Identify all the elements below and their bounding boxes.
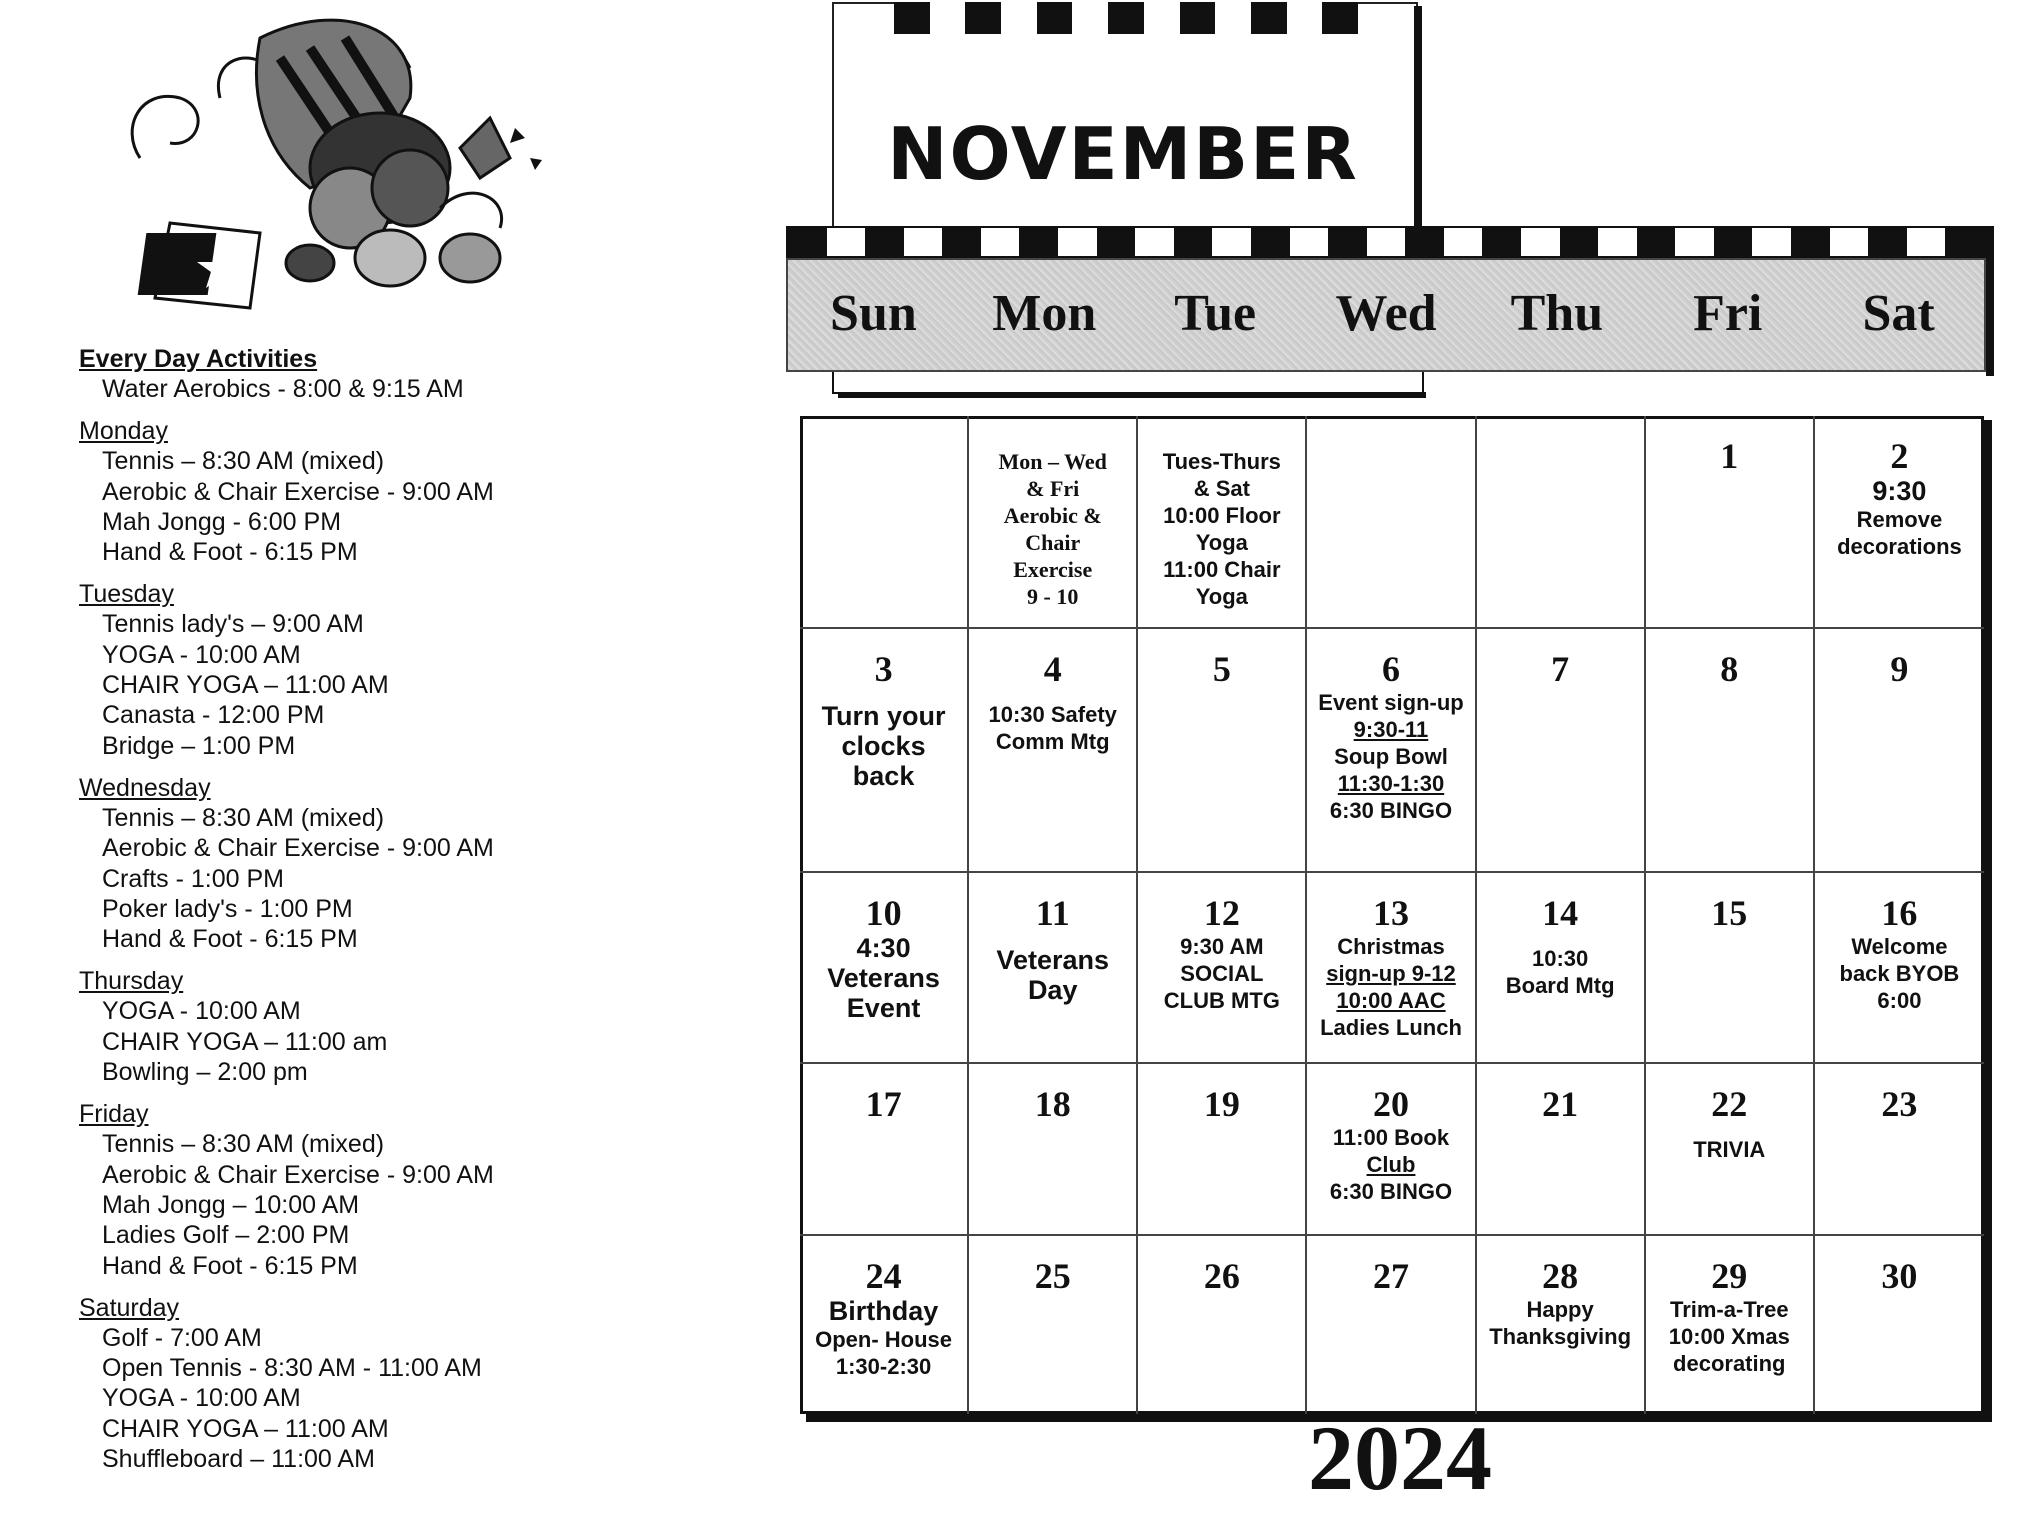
event-text: & Fri [1026, 476, 1080, 501]
grid-shadow-right [1984, 420, 1992, 1418]
activity-item: Aerobic & Chair Exercise - 9:00 AM [102, 834, 494, 863]
activity-item: CHAIR YOGA – 11:00 AM [102, 671, 389, 700]
checker-square [1322, 2, 1358, 34]
day-number: 19 [1203, 1084, 1240, 1124]
header-under-band [832, 372, 1424, 394]
calendar-day-cell [1138, 416, 1307, 629]
event-text: CLUB MTG [1163, 988, 1280, 1013]
event-text: 6:30 BINGO [1329, 798, 1453, 823]
event-text: Ladies Lunch [1320, 1015, 1462, 1040]
activity-item: Tennis lady's – 9:00 AM [102, 610, 364, 639]
checker-square [1907, 228, 1946, 256]
title-card-shadow [1414, 6, 1422, 232]
day-number: 11 [1035, 893, 1070, 933]
checker-square [1072, 2, 1108, 34]
activity-item: Water Aerobics - 8:00 & 9:15 AM [102, 375, 464, 403]
calendar-day-cell [1138, 873, 1307, 1064]
event-text: 9:30 AM [1180, 934, 1264, 959]
cornucopia-clipart [110, 8, 560, 313]
activity-item: Hand & Foot - 6:15 PM [102, 1251, 358, 1280]
day-number: 29 [1711, 1256, 1748, 1296]
day-number: 18 [1034, 1084, 1071, 1124]
day-number: 5 [1212, 649, 1231, 689]
event-text: Board Mtg [1505, 973, 1615, 998]
calendar-day-cell [1138, 629, 1307, 873]
checker-square [1405, 228, 1444, 256]
activity-day-heading: Wednesday [79, 773, 211, 802]
activity-item: Hand & Foot - 6:15 PM [102, 538, 358, 567]
activity-item: Ladies Golf – 2:00 PM [102, 1221, 350, 1250]
checker-square [1945, 228, 1984, 256]
activity-day-heading: Tuesday [79, 580, 174, 609]
activity-item: Crafts - 1:00 PM [102, 864, 284, 893]
calendar-day-cell [1307, 1064, 1476, 1236]
checker-square [1675, 228, 1714, 256]
activity-item: Poker lady's - 1:00 PM [102, 894, 353, 923]
checker-square [1212, 228, 1251, 256]
event-text: Tues-Thurs [1162, 449, 1281, 474]
checker-square [1135, 228, 1174, 256]
checker-square [1251, 228, 1290, 256]
event-text: Birthday [828, 1296, 939, 1326]
checker-square [788, 228, 827, 256]
event-text: 11:30-1:30 [1337, 771, 1445, 796]
checker-square [981, 228, 1020, 256]
spacer [1477, 933, 1644, 945]
activity-item: Mah Jongg – 10:00 AM [102, 1190, 360, 1219]
calendar-day-cell [969, 629, 1138, 873]
day-number: 20 [1372, 1084, 1409, 1124]
checker-square [942, 228, 981, 256]
day-number: 7 [1551, 649, 1570, 689]
calendar-day-cell [1646, 1236, 1815, 1414]
calendar-day-cell [969, 416, 1138, 629]
event-text: 10:00 Floor [1163, 503, 1281, 528]
checker-square [1328, 228, 1367, 256]
checker-square [1097, 228, 1136, 256]
event-text: 9 - 10 [1027, 584, 1079, 609]
activity-item: Shuffleboard – 11:00 AM [102, 1445, 375, 1474]
day-number: 28 [1542, 1256, 1579, 1296]
checker-square [1521, 228, 1560, 256]
spacer [1646, 1124, 1813, 1136]
event-text: clocks [841, 731, 926, 761]
checker-square [1752, 228, 1791, 256]
checker-square [1560, 228, 1599, 256]
day-number: 2 [1890, 436, 1909, 476]
checker-square [1830, 228, 1869, 256]
checker-square [1001, 2, 1037, 34]
weekday-label: Fri [1693, 285, 1763, 342]
activity-item: Tennis – 8:30 AM (mixed) [102, 447, 385, 476]
title-checker-border [894, 2, 1358, 34]
checker-square [1598, 228, 1637, 256]
day-number: 16 [1881, 893, 1918, 933]
calendar-day-cell [1646, 873, 1815, 1064]
event-text: Exercise [1013, 557, 1093, 582]
calendar-day-cell [800, 1064, 969, 1236]
day-number: 6 [1381, 649, 1400, 689]
event-text: 6:30 BINGO [1329, 1179, 1453, 1204]
calendar-day-cell [800, 1236, 969, 1414]
activity-item: Aerobic & Chair Exercise - 9:00 AM [102, 1160, 494, 1189]
checker-square [1444, 228, 1483, 256]
event-text: 10:30 [1531, 946, 1589, 971]
event-text: Club [1366, 1152, 1416, 1177]
checker-square [965, 2, 1001, 34]
checker-square [1058, 228, 1097, 256]
weekday-label: Thu [1510, 285, 1604, 342]
checker-square [1037, 2, 1073, 34]
calendar-day-cell [969, 1064, 1138, 1236]
calendar-day-cell [1646, 1064, 1815, 1236]
checker-square [827, 228, 866, 256]
event-text: 6:00 [1877, 988, 1922, 1013]
event-text: decorations [1837, 534, 1962, 559]
event-text: 1:30-2:30 [835, 1354, 932, 1379]
checker-square [1144, 2, 1180, 34]
calendar-year: 2024 [1308, 1407, 1492, 1509]
event-text: back BYOB [1839, 961, 1960, 986]
event-text: Open- House [815, 1327, 953, 1352]
event-text: SOCIAL [1180, 961, 1264, 986]
activity-item: YOGA - 10:00 AM [102, 1384, 301, 1413]
event-text: Christmas [1337, 934, 1445, 959]
day-number: 1 [1720, 436, 1739, 476]
activity-item: YOGA - 10:00 AM [102, 640, 301, 669]
event-text: 4:30 [856, 933, 911, 963]
day-number: 21 [1542, 1084, 1579, 1124]
event-text: Chair [1025, 530, 1081, 555]
activity-day-heading: Friday [79, 1100, 149, 1129]
day-number: 27 [1372, 1256, 1409, 1296]
event-text: Mon – Wed [998, 449, 1107, 474]
event-text: 11:00 Book [1332, 1125, 1450, 1150]
event-text: Veterans [827, 963, 940, 993]
calendar-day-cell [1307, 1236, 1476, 1414]
spacer [969, 933, 1136, 945]
day-number: 22 [1711, 1084, 1748, 1124]
event-text: & Sat [1193, 476, 1250, 501]
calendar-grid [800, 416, 1984, 1414]
activity-day-heading: Thursday [79, 967, 184, 996]
day-number: 15 [1711, 893, 1748, 933]
day-number: 4 [1043, 649, 1062, 689]
activity-item: YOGA - 10:00 AM [102, 997, 301, 1026]
header-under-shadow [838, 392, 1426, 398]
activity-day-heading: Monday [79, 417, 168, 446]
day-number: 9 [1890, 649, 1909, 689]
event-text: Day [1027, 975, 1078, 1005]
checker-square [1108, 2, 1144, 34]
checker-square [1215, 2, 1251, 34]
day-number: 25 [1034, 1256, 1071, 1296]
spacer [969, 689, 1136, 701]
activity-item: Golf - 7:00 AM [102, 1323, 262, 1352]
activity-day-heading: Saturday [79, 1293, 180, 1322]
weekday-header [786, 258, 1986, 372]
activity-item: Tennis – 8:30 AM (mixed) [102, 1130, 385, 1159]
day-number: 14 [1542, 893, 1579, 933]
checker-square [1868, 228, 1907, 256]
event-text: sign-up 9-12 [1326, 961, 1456, 986]
event-text: Welcome [1851, 934, 1948, 959]
calendar-day-cell [1815, 629, 1984, 873]
checker-square [904, 228, 943, 256]
calendar-day-cell [1477, 416, 1646, 629]
calendar-day-cell [1646, 416, 1815, 629]
checker-square [1791, 228, 1830, 256]
checker-square [1290, 228, 1329, 256]
event-text: Turn your [821, 701, 946, 731]
calendar-day-cell [1815, 1236, 1984, 1414]
calendar-day-cell [969, 1236, 1138, 1414]
day-number: 8 [1720, 649, 1739, 689]
calendar-day-cell [1815, 1064, 1984, 1236]
event-text: decorating [1673, 1351, 1786, 1376]
weekday-label: Sun [830, 285, 917, 342]
calendar-day-cell [1307, 629, 1476, 873]
event-text: Happy [1526, 1297, 1594, 1322]
activity-item: Tennis – 8:30 AM (mixed) [102, 803, 385, 832]
event-text: Aerobic & [1003, 503, 1102, 528]
event-text: Trim-a-Tree [1669, 1297, 1789, 1322]
day-number: 26 [1203, 1256, 1240, 1296]
event-text: 10:00 Xmas [1668, 1324, 1790, 1349]
checker-square [1174, 228, 1213, 256]
event-text: 10:30 Safety [988, 702, 1117, 727]
month-title: NOVEMBER [887, 112, 1359, 196]
calendar-day-cell [1477, 1236, 1646, 1414]
event-text: TRIVIA [1693, 1137, 1766, 1162]
calendar-day-cell [1646, 629, 1815, 873]
checker-square [894, 2, 930, 34]
day-number: 3 [874, 649, 893, 689]
day-number: 13 [1372, 893, 1409, 933]
calendar-day-cell [800, 629, 969, 873]
activity-item: CHAIR YOGA – 11:00 AM [102, 1414, 389, 1443]
calendar-day-cell [1477, 629, 1646, 873]
day-number: 24 [865, 1256, 902, 1296]
event-text: back [852, 761, 915, 791]
day-number: 10 [865, 893, 902, 933]
day-number: 23 [1881, 1084, 1918, 1124]
checker-square [1287, 2, 1323, 34]
event-text: Event sign-up [1318, 690, 1464, 715]
event-text: Veterans [996, 945, 1109, 975]
checker-square [1251, 2, 1287, 34]
event-text: 10:00 AAC [1336, 988, 1446, 1013]
activity-item: Bowling – 2:00 pm [102, 1058, 308, 1087]
weekday-label: Wed [1335, 285, 1437, 342]
event-text: Comm Mtg [995, 729, 1110, 754]
activity-item: Aerobic & Chair Exercise - 9:00 AM [102, 477, 494, 506]
event-text: 11:00 Chair [1163, 557, 1281, 582]
checker-square [1482, 228, 1521, 256]
checker-square [1637, 228, 1676, 256]
checker-shadow [1986, 226, 1994, 376]
weekly-activities [79, 344, 599, 1474]
checker-square [865, 228, 904, 256]
activity-item: Canasta - 12:00 PM [102, 701, 325, 730]
spacer [800, 689, 967, 701]
checker-square [1180, 2, 1216, 34]
day-number: 17 [865, 1084, 902, 1124]
calendar-day-cell [800, 416, 969, 629]
calendar-day-cell [1307, 873, 1476, 1064]
calendar-day-cell [1138, 1236, 1307, 1414]
checker-square [1367, 228, 1406, 256]
calendar-day-cell [800, 873, 969, 1064]
calendar-day-cell [1477, 1064, 1646, 1236]
event-text: Soup Bowl [1334, 744, 1448, 769]
weekday-label: Tue [1174, 285, 1257, 342]
calendar-day-cell [1138, 1064, 1307, 1236]
day-number: 30 [1881, 1256, 1918, 1296]
activity-item: CHAIR YOGA – 11:00 am [102, 1027, 388, 1056]
weekday-label: Mon [992, 285, 1097, 342]
event-text: Thanksgiving [1489, 1324, 1632, 1349]
calendar-day-cell [1815, 416, 1984, 629]
activity-item: Hand & Foot - 6:15 PM [102, 925, 358, 954]
calendar-day-cell [1815, 873, 1984, 1064]
checker-square [930, 2, 966, 34]
activity-item: Open Tennis - 8:30 AM - 11:00 AM [102, 1354, 482, 1383]
event-text: Yoga [1195, 530, 1248, 555]
event-text: 9:30-11 [1353, 717, 1429, 742]
day-number: 12 [1203, 893, 1240, 933]
weekday-label: Sat [1862, 285, 1935, 342]
calendar-day-cell [1477, 873, 1646, 1064]
event-text: Yoga [1195, 584, 1248, 609]
checker-square [1019, 228, 1058, 256]
calendar-day-cell [969, 873, 1138, 1064]
calendar-day-cell [1307, 416, 1476, 629]
event-text: 9:30 [1872, 476, 1927, 506]
checker-border [786, 226, 1986, 258]
event-text: Event [846, 993, 921, 1023]
activity-item: Bridge – 1:00 PM [102, 731, 296, 760]
checker-square [1714, 228, 1753, 256]
activity-day-heading: Every Day Activities [79, 345, 318, 373]
event-text: Remove [1856, 507, 1943, 532]
activity-item: Mah Jongg - 6:00 PM [102, 507, 342, 536]
